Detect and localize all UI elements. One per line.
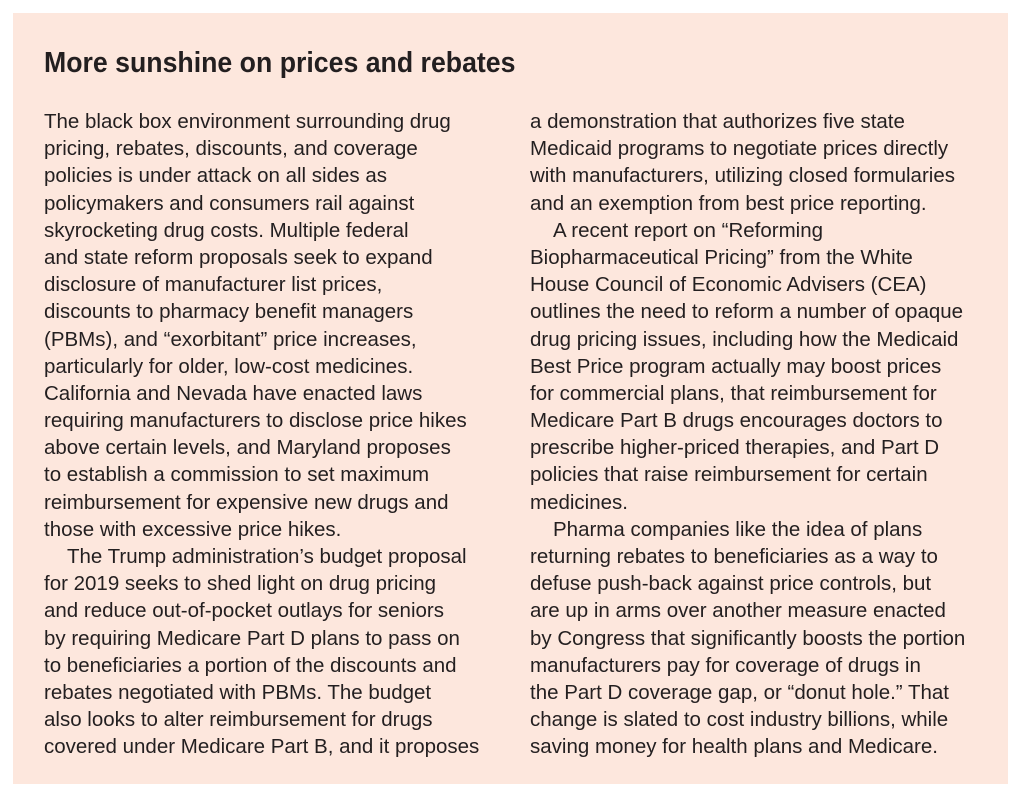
text-line: by Congress that significantly boosts the portion [530,626,966,650]
text-line: defuse push-back against price controls, but [530,572,932,596]
text-line: with manufacturers, utilizing closed formularies [530,164,955,188]
text-line: to establish a commission to set maximum [44,463,430,487]
text-line: returning rebates to beneficiaries as a way to [530,545,938,568]
text-line: requiring manufacturers to disclose price hikes [44,409,467,433]
text-line: reimbursement for expensive new drugs and [44,490,449,514]
text-line: disclosure of manufacturer list prices, [44,273,383,297]
text-line: and an exemption from best price reporting. [530,191,927,215]
text-line: also looks to alter reimbursement for drugs [44,708,433,732]
text-line: Biopharmaceutical Pricing” from the White [530,245,913,269]
text-line: Medicaid programs to negotiate prices directly [530,137,949,161]
text-line: those with excessive price hikes. [44,517,342,541]
text-line: drug pricing issues, including how the Medicaid [530,327,959,351]
text-line: Medicare Part B drugs encourages doctors to [530,409,943,433]
sidebar-panel [13,13,1008,784]
text-line: pricing, rebates, discounts, and coverage [44,137,418,161]
text-line: particularly for older, low-cost medicines. [44,354,414,378]
text-line: a demonstration that authorizes five state [530,110,905,133]
text-line: covered under Medicare Part B, and it proposes [44,735,480,759]
right-text-column [530,108,1000,761]
text-line: are up in arms over another measure enacted [530,599,946,623]
text-line: to beneficiaries a portion of the discounts and [44,653,457,677]
text-line: change is slated to cost industry billions, while [530,708,949,732]
sidebar-title: More sunshine on prices and rebates [44,47,516,79]
text-line: The Trump administration’s budget proposal [67,545,467,568]
text-line: Pharma companies like the idea of plans [553,517,923,541]
text-line: skyrocketing drug costs. Multiple federal [44,218,409,242]
text-line: policies is under attack on all sides as [44,164,387,188]
text-line: discounts to pharmacy benefit managers [44,300,414,324]
text-line: A recent report on “Reforming [553,218,824,242]
text-line: by requiring Medicare Part D plans to pass on [44,626,460,650]
text-line: policymakers and consumers rail against [44,191,415,215]
text-line: for commercial plans, that reimbursement for [530,381,937,405]
text-line: for 2019 seeks to shed light on drug pricing [44,572,437,596]
text-line: manufacturers pay for coverage of drugs in [530,653,921,677]
text-line: outlines the need to reform a number of opaque [530,300,964,324]
text-line: and state reform proposals seek to expand [44,245,433,269]
text-line: above certain levels, and Maryland proposes [44,436,451,460]
left-text-column [44,108,514,761]
text-line: (PBMs), and “exorbitant” price increases, [44,327,417,351]
text-line: California and Nevada have enacted laws [44,381,423,405]
text-line: Best Price program actually may boost prices [530,354,942,378]
text-line: and reduce out-of-pocket outlays for seniors [44,599,444,623]
text-line: the Part D coverage gap, or “donut hole.” That [530,680,949,704]
text-line: House Council of Economic Advisers (CEA) [530,273,927,297]
text-line: saving money for health plans and Medicare. [530,735,938,759]
text-line: rebates negotiated with PBMs. The budget [44,680,432,704]
text-line: policies that raise reimbursement for certain [530,463,928,487]
text-line: The black box environment surrounding drug [44,110,451,133]
text-line: medicines. [530,490,628,514]
text-line: prescribe higher-priced therapies, and Part D [530,436,940,460]
